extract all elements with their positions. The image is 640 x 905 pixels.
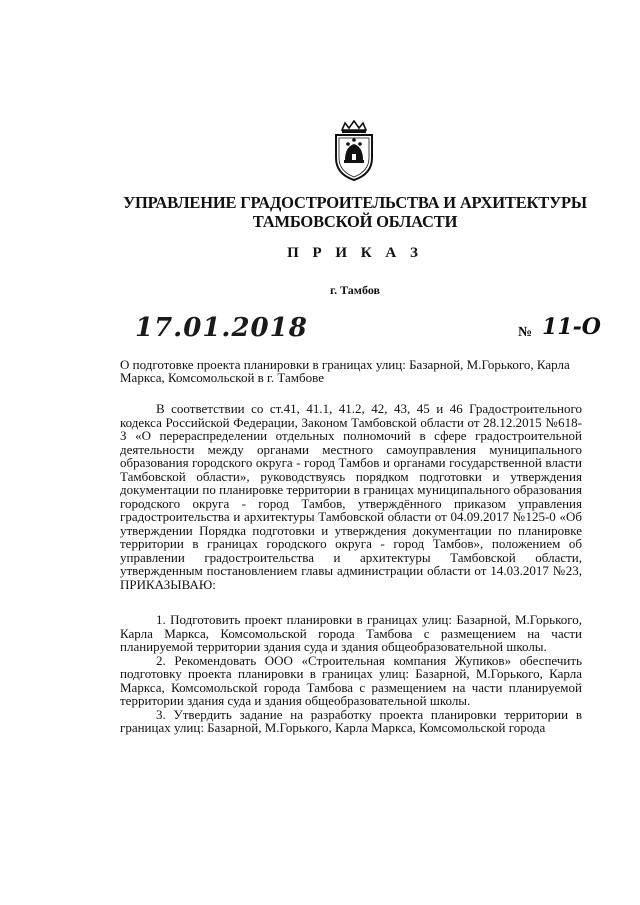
order-body — [120, 402, 582, 735]
tambov-coat-of-arms-icon — [328, 120, 380, 182]
city-label: г. Тамбов — [330, 283, 380, 297]
order-subject: О подготовке проекта планировки в границах улиц: Базарной, М.Горького, Карла Маркса, Комсомольской в г. Тамбове — [120, 357, 570, 385]
organization-name-line1: УПРАВЛЕНИЕ ГРАДОСТРОИТЕЛЬСТВА И АРХИТЕКТУРЫ — [123, 193, 587, 212]
organization-name-line2: ТАМБОВСКОЙ ОБЛАСТИ — [252, 212, 458, 231]
order-item-3: 3. Утвердить задание на разработку проекта планировки территории в границах улиц: Базарной, М.Горького, Карла Маркса, Комсомольской города — [120, 706, 582, 735]
document-type-title: П Р И К А З — [287, 245, 423, 261]
order-item-1: 1. Подготовить проект планировки в границах улиц: Базарной, М.Горького, Карла Маркса, Комсомольской города Тамбова с размещением на части планируемой территории здания суда и здания общеобразовательной школы. — [120, 612, 582, 654]
number-label: № — [518, 325, 533, 340]
handwritten-number: 11-О — [542, 314, 601, 340]
preamble-paragraph: В соответствии со ст.41, 41.1, 41.2, 42, 43, 45 и 46 Градостроительного кодекса Российской Федерации, Законом Тамбовской области от 28.12.2015 №618-З «О перераспределении отдельных полномочий в сфере градостроительной деятельности между органами местного самоуправления муниципального образования городского округа - город Тамбов и органами государственной власти Тамбовской области», руководствуясь порядком подготовки и утверждения документации по планировке территории в границах муниципального образования городского округа - город Тамбов, утверждённого приказом управления градостроительства и архитектуры Тамбовской области от 04.09.2017 №125-0 «Об утверждении Порядка подготовки и утверждения документации по планировке территории в границах городского округа - город Тамбов», положением об управлении градостроительства и архитектуры Тамбовской области, утвержденным постановлением главы администрации области от 14.03.2017 №23, ПРИКАЗЫВАЮ: — [120, 401, 582, 592]
order-item-2: 2. Рекомендовать ООО «Строительная компания Жупиков» обеспечить подготовку проекта планировки в границах улиц: Базарной, М.Горького, Карла Маркса, Комсомольской города Тамбова с размещением на части планируемой территории здания суда и здания общеобразовательной школы. — [120, 652, 582, 708]
handwritten-date: 17.01.2018 — [135, 313, 308, 343]
